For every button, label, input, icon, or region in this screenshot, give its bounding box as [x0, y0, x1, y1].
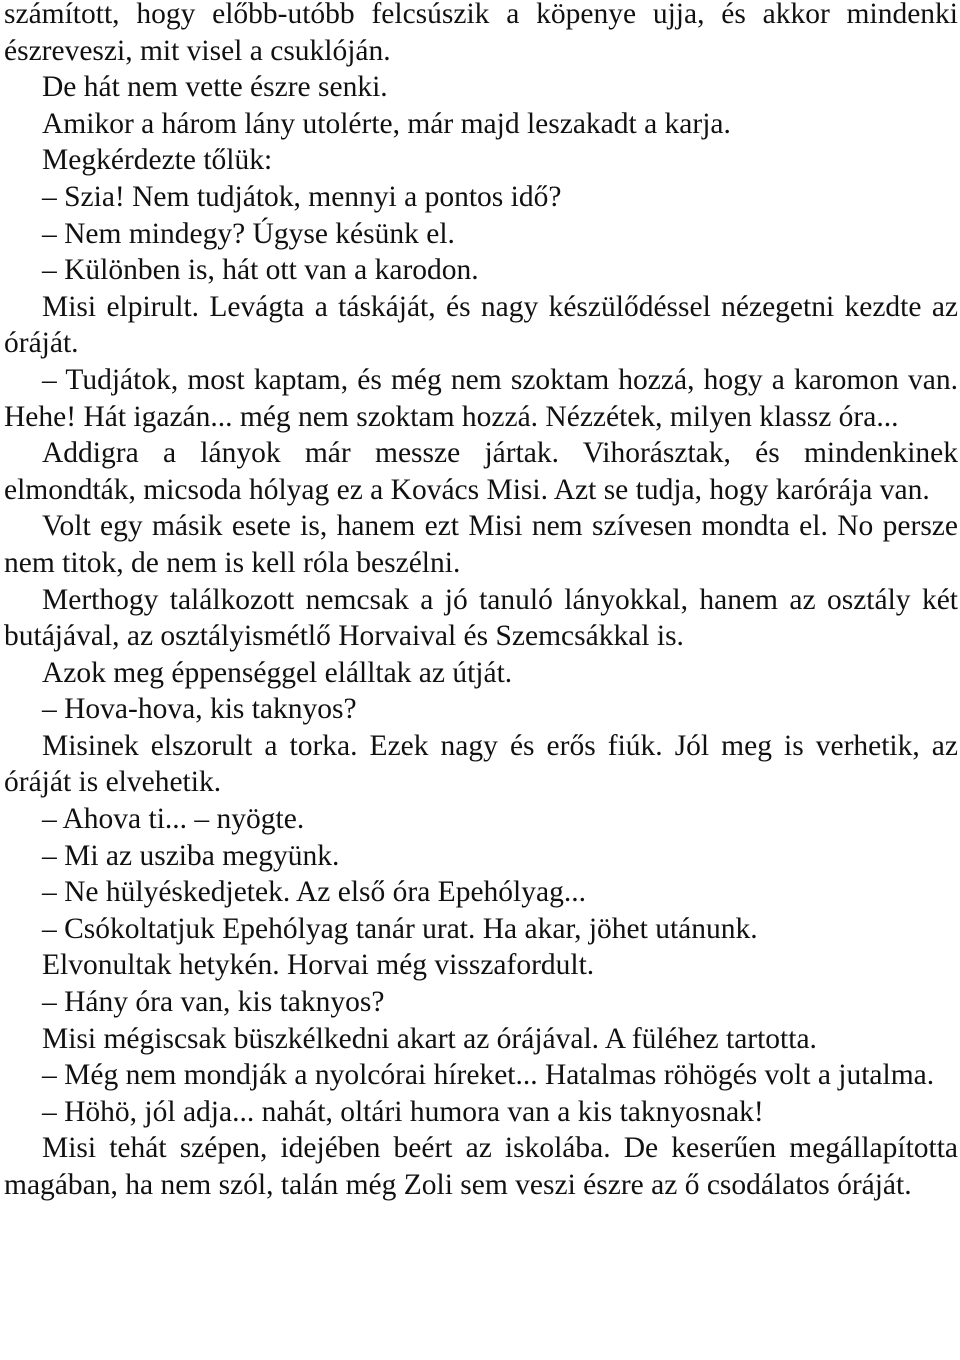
paragraph: Misinek elszorult a torka. Ezek nagy és erős fiúk. Jól meg is verhetik, az óráját is elvehetik. — [4, 729, 958, 799]
paragraph: számított, hogy előbb-utóbb felcsúszik a köpenye ujja, és akkor mindenki észreveszi, mit visel a csuklóján. — [4, 0, 958, 67]
paragraph: Volt egy másik esete is, hanem ezt Misi nem szívesen mondta el. No persze nem titok, de nem is kell róla beszélni. — [4, 510, 958, 579]
dialogue-line: – Hány óra van, kis taknyos? — [42, 986, 385, 1019]
paragraph: Misi mégiscsak büszkélkedni akart az órájával. A füléhez tartotta. — [42, 1022, 817, 1055]
paragraph: Elvonultak hetykén. Horvai még visszafordult. — [42, 949, 595, 982]
paragraph: Megkérdezte tőlük: — [42, 144, 273, 177]
paragraph: Merthogy találkozott nemcsak a jó tanuló lányokkal, hanem az osztály két butájával, az osztályismétlő Horvaival és Szemcsákkal is. — [4, 583, 958, 653]
paragraph: Misi tehát szépen, idejében beért az iskolába. De keserűen megállapította magában, ha nem szól, talán még Zoli sem veszi észre az ő csodálatos óráját. — [4, 1132, 958, 1201]
dialogue-line: – Nem mindegy? Úgyse késünk el. — [42, 217, 455, 250]
dialogue-line: – Csókoltatjuk Epehólyag tanár urat. Ha akar, jöhet utánunk. — [42, 912, 758, 945]
paragraph: Azok meg éppenséggel elálltak az útját. — [42, 656, 513, 689]
dialogue-line: – Tudjátok, most kaptam, és még nem szoktam hozzá, hogy a karomon van. Hehe! Hát igazán... még nem szoktam hozzá. Nézzétek, milyen klassz óra... — [4, 363, 958, 433]
paragraph: Amikor a három lány utolérte, már majd leszakadt a karja. — [42, 107, 731, 140]
dialogue-line: – Szia! Nem tudjátok, mennyi a pontos idő? — [42, 180, 562, 213]
paragraph: Addigra a lányok már messze jártak. Vihorásztak, és mindenkinek elmondták, micsoda hólyag ez a Kovács Misi. Azt se tudja, hogy karórája van. — [4, 437, 958, 506]
paragraph: De hát nem vette észre senki. — [42, 71, 388, 104]
dialogue-line: – Mi az usziba megyünk. — [42, 839, 340, 872]
dialogue-line: – Ahova ti... – nyögte. — [42, 803, 305, 836]
dialogue-line: – Különben is, hát ott van a karodon. — [42, 254, 479, 287]
dialogue-line: – Még nem mondják a nyolcórai híreket... Hatalmas röhögés volt a jutalma. — [42, 1059, 935, 1092]
dialogue-line: – Hova-hova, kis taknyos? — [42, 693, 357, 726]
dialogue-line: – Ne hülyéskedjetek. Az első óra Epehólyag... — [42, 876, 586, 909]
dialogue-line: – Höhö, jól adja... nahát, oltári humora van a kis taknyosnak! — [42, 1095, 764, 1128]
paragraph: Misi elpirult. Levágta a táskáját, és nagy készülődéssel nézegetni kezdte az óráját. — [4, 290, 958, 360]
